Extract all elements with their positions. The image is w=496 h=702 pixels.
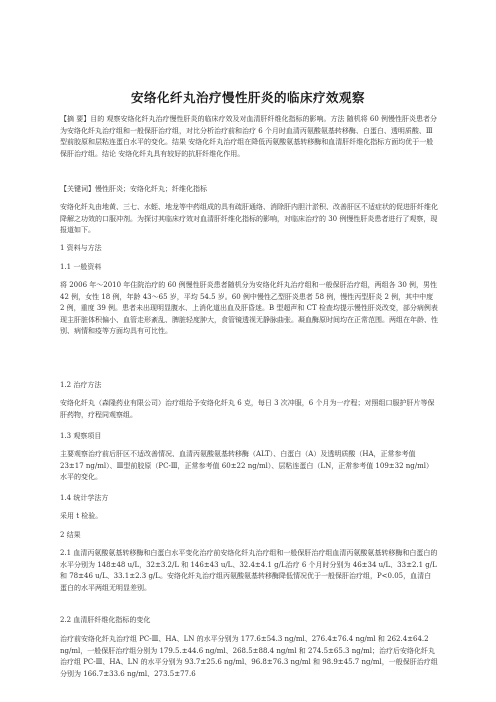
paragraph-text: 治疗前安络化纤丸治疗组 PC-Ⅲ、HA、LN 的水平分别为 177.6±54.3 ng/ml、276.4±76.4 ng/ml 和 262.4±64.2 ng/ml，一般保肝治疗组分别为 179.5.±44.6 ng/ml、268.5±88.4 ng/ml 和 274.5±65.3 ng/ml；治疗后安络化纤丸治疗组 PC-Ⅲ、HA、LN 的水平分别为 93.7±25.6 ng/ml、96.8±76.3 ng/ml 和 98.9±45.7 ng/ml，一般保肝治疗组分别为 166.7±33.6 ng/ml、273.5±77.6 — [60, 635, 438, 678]
subsection-heading: 1.4 统计学法方 — [60, 494, 109, 502]
subsection-heading: 1.3 观察项目 — [60, 432, 102, 440]
paragraph-text: 采用 t 检验。 — [60, 512, 103, 520]
article-title: 安络化纤丸治疗慢性肝炎的临床疗效观察 — [130, 90, 365, 105]
paragraph — [60, 511, 438, 523]
paragraph — [60, 280, 438, 338]
subsection-heading: 1.1 一般资料 — [60, 263, 102, 271]
intro-text: 安络化纤丸由地黄、三七、水蛭、地龙等中药组成的具有疏肝通络、消除肝内胆汁淤积、改善肝区不适症状的促进肝纤维化降解之功效的口服冲剂。为探讨其临床疗效对血清肝纤维化指标的影响，对临床治疗的 30 例慢性肝炎患者进行了观察，现报道如下。 — [60, 203, 438, 235]
paragraph-text: 主要观察治疗前后肝区不适改善情况、血清丙氨酸氨基转移酶（ALT）、白蛋白（A）及透明质酸（HA，正常参考值 23±17 ng/ml）、Ⅲ型前胶原（PC-Ⅲ，正常参考值 60±22 ng/ml）、层粘连蛋白（LN，正常参考值 109±32 ng/ml）水平的变化。 — [60, 450, 433, 482]
abstract — [60, 114, 438, 160]
section-heading: 2 结果 — [60, 531, 81, 539]
introduction — [60, 202, 438, 237]
paragraph — [60, 634, 438, 680]
keywords — [60, 184, 438, 196]
subsection-heading: 2.2 血清肝纤维化指标的变化 — [60, 616, 151, 624]
paragraph — [60, 449, 438, 484]
paragraph-text: 2.1 血清丙氨酸氨基转移酶和白蛋白水平变化治疗前安络化纤丸治疗组和一般保肝治疗组血清丙氨酸氨基转移酶和白蛋白的水平分别为 148±48 u/L，32±3.2/L 和 146±43 u/L、32.4±4.1 g/L治疗 6 个月时分别为 46±34 u/L、33±2.1 g/L 和 78±46 u/L、33.1±2.3 g/L。安络化纤丸治疗组丙氨酸氨基转移酶降低情况优于一般保肝治疗组，P<0.05，血清白蛋白的水平两组无明显差别。 — [60, 549, 438, 592]
paragraph — [60, 398, 438, 421]
paragraph-text: 将 2006 年～2010 年住院治疗的 60 例慢性肝炎患者随机分为安络化纤丸治疗组和一般保肝治疗组，两组各 30 例，男性 42 例，女性 18 例，年龄 43～65 岁，平均 54.5 岁。60 例中慢性乙型肝炎患者 58 例，慢性丙型肝炎 2 例，其中中度 2 例，重度 39 例。患者未出现明显腹水、上消化道出血及肝昏迷。B 型超声和 CT 检查均提示慢性肝炎改变，部分病例表现主肝脏体积偏小、血管走形紊乱、脾脏轻度肿大，食管镜透视无静脉曲张。凝血酶原时间均在正常范围。两组在年龄、性别、病情和疫等方面均具有可比性。 — [60, 281, 438, 336]
paragraph-text: 安络化纤丸（森隆药业有限公司）治疗组给予安络化纤丸 6 克，每日 3 次冲服，6 个月为一疗程；对照组口服护肝片等保肝药物，疗程同观察组。 — [60, 399, 435, 419]
paragraph — [60, 548, 438, 594]
keywords-text: 【关键词】慢性肝炎；安络化纤丸；纤维化指标 — [60, 185, 207, 193]
abstract-text: 【摘 要】目的 观察安络化纤丸治疗慢性肝炎的临床疗效及对血清肝纤维化指标的影响。方法 随机将 60 例慢性肝炎患者分为安络化纤丸治疗组和一般保肝治疗组，对比分析治疗前和治疗 6 个月时血清丙氨酸氨基转移酶、白蛋白、透明质酸、Ⅲ型前胶原和层粘连蛋白水平的变化。结果 安络化纤丸治疗组在降低丙氨酸氨基转移酶和血清肝纤维化指标方面均优于一般保肝治疗组。结论 安络化纤丸具有较好的抗肝纤维化作用。 — [60, 115, 438, 158]
section-heading: 1 资料与方法 — [60, 244, 102, 252]
subsection-heading: 1.2 治疗方法 — [60, 381, 102, 389]
